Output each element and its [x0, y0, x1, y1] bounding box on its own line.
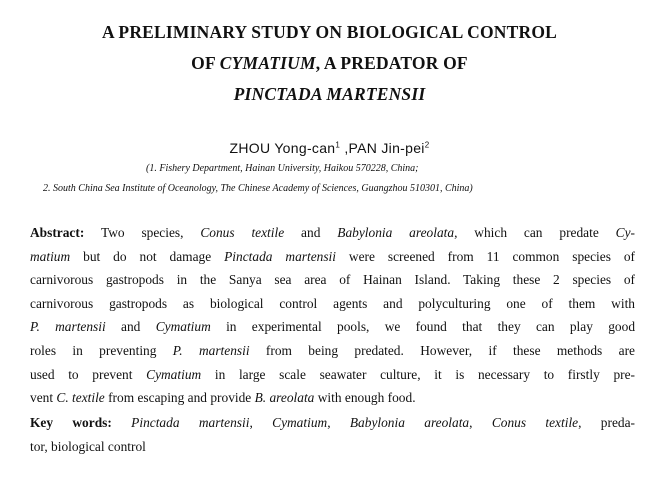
- abstract-text: vent: [30, 390, 57, 406]
- species-name: Cymatium: [146, 366, 202, 382]
- species-name: Pinctada martensii: [224, 248, 336, 264]
- abstract-text: used to prevent: [30, 366, 147, 382]
- author-1-affil-mark: 1: [335, 140, 341, 150]
- abstract-text: roles in preventing: [30, 342, 173, 358]
- abstract-text: but do not damage: [70, 248, 225, 264]
- abstract-line-6: [30, 339, 635, 363]
- author-separator: ,: [340, 140, 349, 156]
- keywords-heading: Key words: [30, 415, 108, 430]
- abstract-text: were screened from 11 common species of: [336, 248, 636, 264]
- title-predator-of: , A PREDATOR OF: [315, 53, 468, 73]
- species-name: C. textile: [56, 390, 105, 406]
- keywords-line-2: tor, biological control: [30, 438, 146, 454]
- keyword: Babylonia areolata: [349, 415, 470, 430]
- abstract-line-4: carnivorous gastropods as biological control agents and polyculturing one of them with: [30, 295, 635, 311]
- keyword: Conus textile: [491, 415, 579, 430]
- keywords-line-1: [30, 411, 635, 435]
- title-cymatium: CYMATIUM: [219, 53, 316, 73]
- title-line-3: PINCTADA MARTENSII: [233, 84, 426, 104]
- abstract-text: in experimental pools, we found that they can play good: [210, 319, 636, 335]
- abstract-text: and: [105, 319, 156, 335]
- abstract-line-2: [30, 245, 635, 269]
- abstract-text: in large scale seawater culture, it is necessary to firstly pre-: [201, 366, 636, 382]
- abstract-line-7: [30, 363, 635, 387]
- species-name: P. martensii: [172, 342, 250, 358]
- abstract-heading: Abstract: [30, 225, 80, 240]
- keyword-separator: ,: [327, 415, 350, 430]
- author-1: ZHOU Yong-can: [229, 140, 336, 156]
- keyword: Pinctada martensii: [131, 415, 250, 430]
- abstract-line-1: [30, 221, 635, 245]
- keyword: , preda-: [578, 415, 635, 430]
- keyword-separator: ,: [469, 415, 492, 430]
- author-2-affil-mark: 2: [424, 140, 430, 150]
- species-name: Cy-: [615, 225, 635, 240]
- affiliation-1: (1. Fishery Department, Hainan University, Haikou 570228, China;: [146, 163, 419, 174]
- affiliation-2: 2. South China Sea Institute of Oceanology, The Chinese Academy of Sciences, Guangzhou 510301, China): [43, 183, 473, 194]
- abstract: [30, 221, 635, 410]
- keyword-separator: ,: [249, 415, 273, 430]
- title-line-2: [0, 53, 659, 74]
- species-name: B. areolata: [254, 390, 315, 406]
- title-line-1: A PRELIMINARY STUDY ON BIOLOGICAL CONTROL: [101, 22, 558, 42]
- species-name: matium: [30, 248, 71, 264]
- abstract-line-5: [30, 315, 635, 339]
- abstract-text: and: [284, 225, 338, 240]
- species-name: Babylonia areolata: [337, 225, 455, 240]
- author-2: PAN Jin-pei: [348, 140, 425, 156]
- abstract-text: Two species,: [84, 225, 201, 240]
- species-name: P. martensii: [30, 319, 106, 335]
- keywords-heading-colon: :: [107, 415, 112, 430]
- abstract-text: , which can predate: [454, 225, 616, 240]
- abstract-line-8: [30, 386, 635, 410]
- keywords: [30, 411, 635, 458]
- title-of: OF: [191, 53, 220, 73]
- keyword: Cymatium: [272, 415, 328, 430]
- species-name: Conus textile: [200, 225, 285, 240]
- authors: [0, 140, 659, 156]
- abstract-text: from being predated. However, if these methods are: [249, 342, 635, 358]
- abstract-line-3: carnivorous gastropods in the Sanya sea area of Hainan Island. Taking these 2 species of: [30, 272, 635, 288]
- abstract-heading-colon: :: [79, 225, 85, 240]
- abstract-text: with enough food.: [314, 390, 416, 406]
- species-name: Cymatium: [155, 319, 211, 335]
- abstract-text: from escaping and provide: [104, 390, 255, 406]
